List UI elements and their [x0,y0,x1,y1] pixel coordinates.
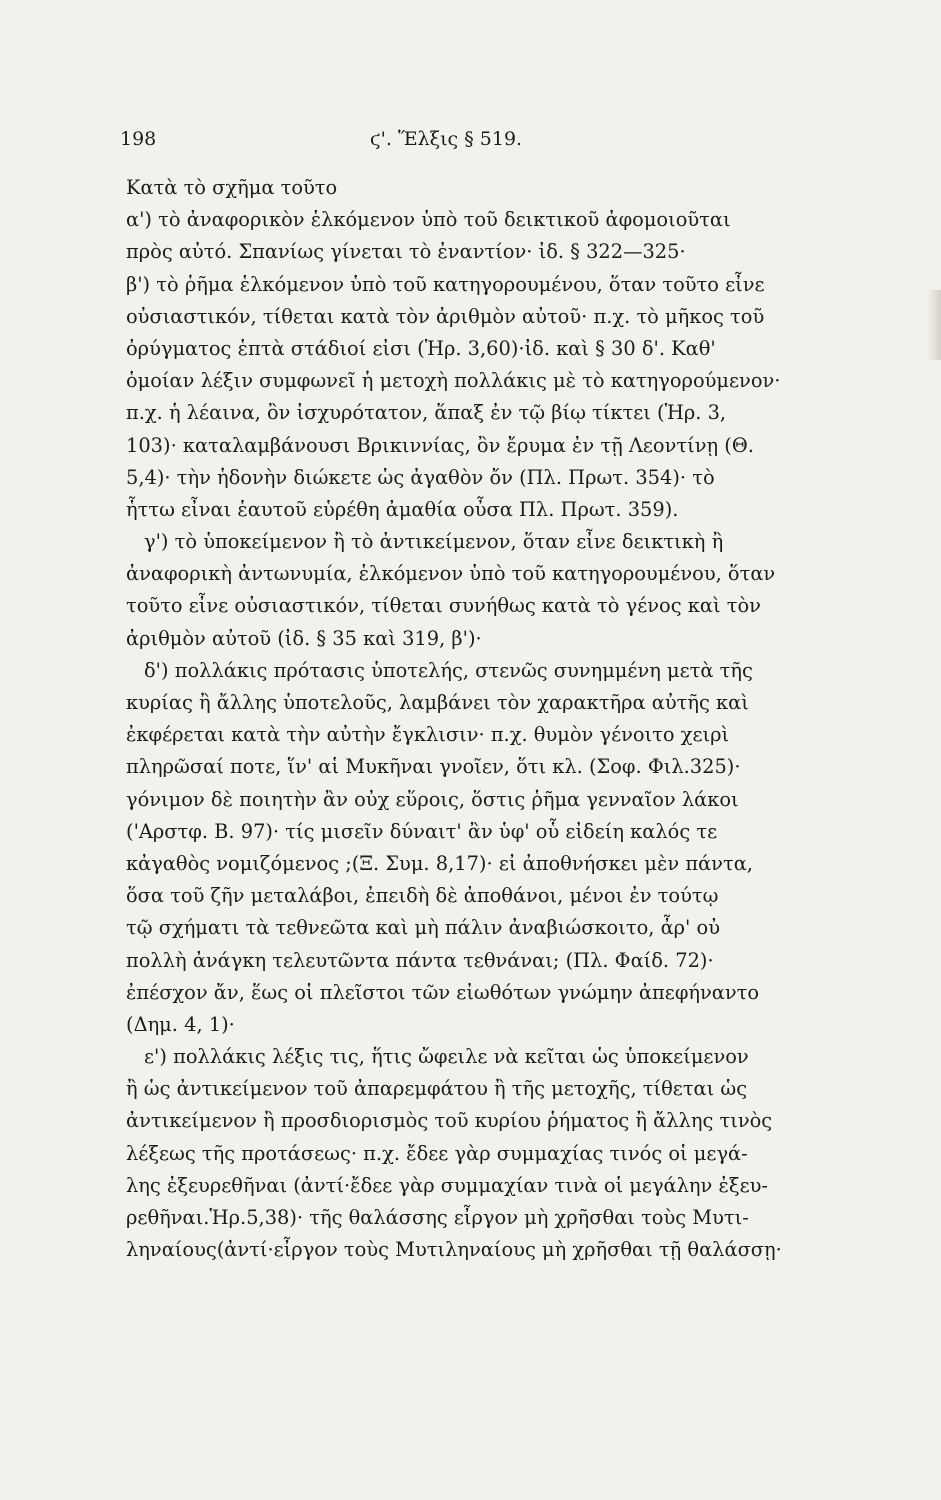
text-line: ὀρύγματος ἑπτὰ στάδιοί εἰσι (Ἡρ. 3,60)·ἰδ. καὶ § 30 δ'. Καθ' [126,336,716,360]
page-header [120,128,880,158]
text-line: τοῦτο εἶνε οὐσιαστικόν, τίθεται συνήθως κατὰ τὸ γένος καὶ τὸν [126,594,761,618]
text-line: γόνιμον δὲ ποιητὴν ἂν οὐχ εὕροις, ὅστις ῥῆμα γενναῖον λάκοι [126,787,739,811]
text-line: ὁμοίαν λέξιν συμφωνεῖ ἡ μετοχὴ πολλάκις μὲ τὸ κατηγορούμενον· [126,369,781,393]
text-line: ἢ ὡς ἀντικείμενον τοῦ ἀπαρεμφάτου ἢ τῆς μετοχῆς, τίθεται ὡς [126,1077,748,1101]
text-line: γ') τὸ ὑποκείμενον ἢ τὸ ἀντικείμενον, ὅταν εἶνε δεικτικὴ ἢ [144,530,724,554]
text-line: 5,4)· τὴν ἡδονὴν διώκετε ὡς ἀγαθὸν ὄν (Πλ. Πρωτ. 354)· τὸ [126,465,715,489]
text-line: α') τὸ ἀναφορικὸν ἑλκόμενον ὑπὸ τοῦ δεικτικοῦ ἀφομοιοῦται [126,208,731,232]
text-line: ρεθῆναι.Ἡρ.5,38)· τῆς θαλάσσης εἶργον μὴ χρῆσθαι τοὺς Μυτι- [126,1206,749,1229]
text-line: ὅσα τοῦ ζῆν μεταλάβοι, ἐπειδὴ δὲ ἀποθάνοι, μένοι ἐν τούτῳ [126,884,719,908]
body-text [126,172,866,1266]
text-line: οὐσιαστικόν, τίθεται κατὰ τὸν ἀριθμὸν αὐτοῦ· π.χ. τὸ μῆκος τοῦ [126,304,765,328]
text-line: λης ἐξευρεθῆναι (ἀντί·ἔδεε γὰρ συμμαχίαν τινὰ οἱ μεγάλην ἐξευ- [126,1173,768,1197]
text-line: πρὸς αὐτό. Σπανίως γίνεται τὸ ἐναντίον· ἰδ. § 322—325· [126,240,686,264]
page-edge-stain [927,290,941,360]
text-line: (Δημ. 4, 1)· [126,1012,235,1036]
text-line: π.χ. ἡ λέαινα, ὂν ἰσχυρότατον, ἅπαξ ἐν τῷ βίῳ τίκτει (Ἡρ. 3, [126,401,727,425]
text-line: ληναίους(ἀντί·εἶργον τοὺς Μυτιληναίους μὴ χρῆσθαι τῇ θαλάσσῃ· [126,1238,782,1262]
page-number: 198 [120,128,157,150]
running-head: ϛ'. Ἕλξις § 519. [370,128,523,150]
text-line: κυρίας ἢ ἄλλης ὑποτελοῦς, λαμβάνει τὸν χαρακτῆρα αὐτῆς καὶ [126,691,749,714]
text-line: Κατὰ τὸ σχῆμα τοῦτο [126,176,338,199]
text-line: 103)· καταλαμβάνουσι Βρικιννίας, ὂν ἔρυμα ἐν τῇ Λεοντίνῃ (Θ. [126,433,754,457]
text-line: ἧττω εἶναι ἑαυτοῦ εὑρέθη ἀμαθία οὖσα Πλ. Πρωτ. 359). [126,497,679,521]
text-line: κἀγαθὸς νομιζόμενος ;(Ξ. Συμ. 8,17)· εἰ ἀποθνήσκει μὲν πάντα, [126,851,753,875]
text-line: ἐπέσχον ἄν, ἕως οἱ πλεῖστοι τῶν εἰωθότων γνώμην ἀπεφήναντο [126,980,760,1004]
text-line: λέξεως τῆς προτάσεως· π.χ. ἔδεε γὰρ συμμαχίας τινός οἱ μεγά- [126,1141,748,1165]
text-line: δ') πολλάκις πρότασις ὑποτελής, στενῶς συνημμένη μετὰ τῆς [144,658,753,682]
text-line: ('Αρστφ. Β. 97)· τίς μισεῖν δύναιτ' ἂν ὑφ' οὗ εἰδείη καλός τε [126,819,718,843]
text-line: τῷ σχήματι τὰ τεθνεῶτα καὶ μὴ πάλιν ἀναβιώσκοιτο, ἆρ' οὐ [126,916,721,940]
text-line: πολλὴ ἀνάγκη τελευτῶντα πάντα τεθνάναι; (Πλ. Φαίδ. 72)· [126,948,714,972]
text-line: ε') πολλάκις λέξις τις, ἥτις ὤφειλε νὰ κεῖται ὡς ὑποκείμενον [144,1045,749,1069]
text-line: ἀντικείμενον ἢ προσδιορισμὸς τοῦ κυρίου ῥήματος ἢ ἄλλης τινὸς [126,1109,773,1133]
text-line: ἀριθμὸν αὐτοῦ (ἰδ. § 35 καὶ 319, β')· [126,626,482,650]
text-line: πληρῶσαί ποτε, ἵν' αἱ Μυκῆναι γνοῖεν, ὅτι κλ. (Σοφ. Φιλ.325)· [126,755,741,779]
text-line: β') τὸ ῥῆμα ἑλκόμενον ὑπὸ τοῦ κατηγορουμένου, ὅταν τοῦτο εἶνε [126,272,765,296]
text-line: ἐκφέρεται κατὰ τὴν αὐτὴν ἔγκλισιν· π.χ. θυμὸν γένοιτο χειρὶ [126,723,730,747]
text-line: ἀναφορικὴ ἀντωνυμία, ἑλκόμενον ὑπὸ τοῦ κατηγορουμένου, ὅταν [126,562,776,586]
